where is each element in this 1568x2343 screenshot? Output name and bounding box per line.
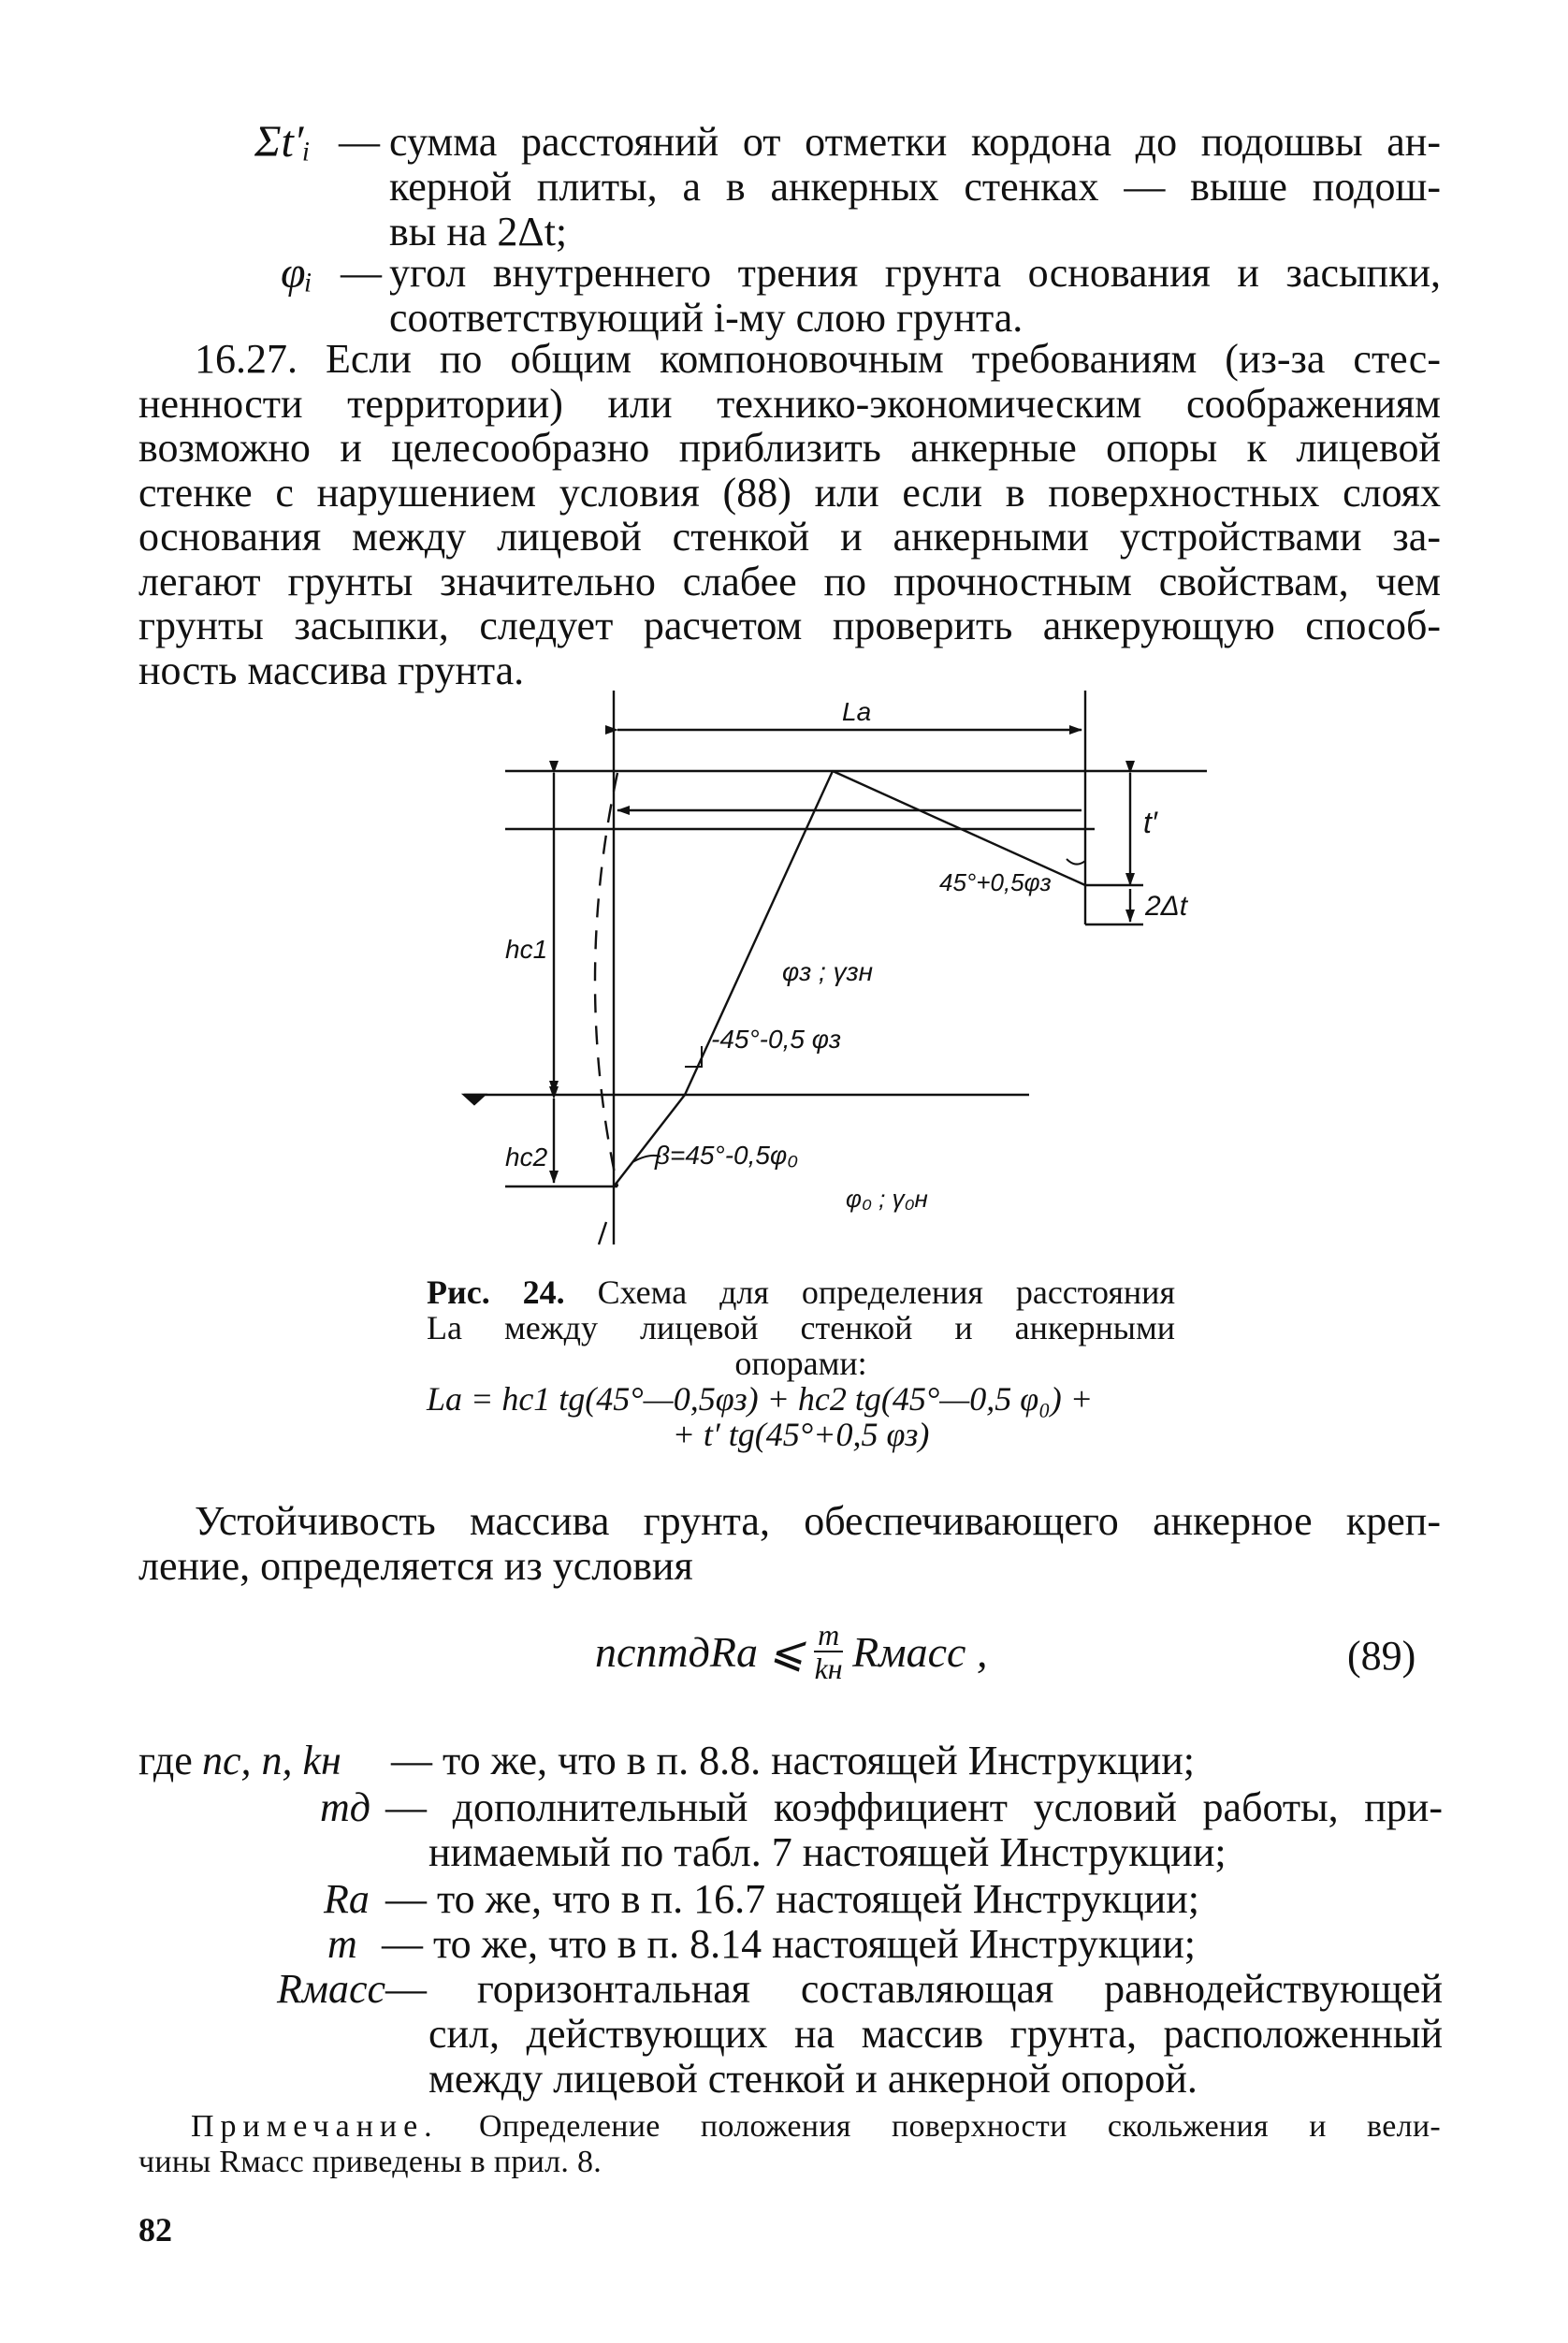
where-symbol-md: mд (320, 1784, 371, 1830)
stability-line: ление, определяется из условия (138, 1542, 693, 1589)
para-line: 16.27. Если по общим компоновочным требованиям (из-за стес- (195, 336, 1441, 382)
formula-right: Rмасс , (852, 1627, 988, 1676)
label-t-prime: t′ (1143, 806, 1157, 839)
note-line-2: чины Rмасс приведены в прил. 8. (138, 2145, 603, 2179)
where-text-ra: — то же, что в п. 16.7 настоящей Инструкции; (385, 1876, 1199, 1922)
where-symbol-nc: nc, n, kн (202, 1738, 341, 1783)
label-la: Lа (842, 697, 872, 726)
where-line: нимаемый по табл. 7 настоящей Инструкции; (428, 1829, 1227, 1875)
paragraph-stability (138, 1499, 1441, 1588)
angle-mark-top (1067, 859, 1085, 865)
para-line: грунты засыпки, следует расчетом проверить анкерующую способ- (138, 603, 1441, 648)
def-sum-dash: — (339, 119, 380, 165)
label-beta: β=45°-0,5φ₀ (655, 1141, 799, 1170)
def-sum-symbol: Σt′ᵢ (254, 117, 311, 167)
formula-fraction (814, 1619, 843, 1684)
def-phi-line: угол внутреннего трения грунта основания и засыпки, (389, 250, 1441, 296)
formula-number: (89) (1347, 1633, 1416, 1679)
where-text-m: — то же, что в п. 8.14 настоящей Инструкции; (382, 1921, 1196, 1967)
formula-denominator: kн (814, 1652, 843, 1685)
where-text-md (385, 1785, 1443, 1875)
para-line: ность массива грунта. (138, 647, 525, 693)
where-line: — дополнительный коэффициент условий работы, при- (385, 1784, 1443, 1830)
def-phi-symbol: φᵢ (281, 248, 313, 298)
caption-line-2: Lа между лицевой стенкой и анкерными (427, 1309, 1175, 1346)
para-line: стенке с нарушением условия (88) или если в поверхностных слоях (138, 469, 1441, 516)
caption-line-1 (427, 1274, 1175, 1310)
where-text-rmass (385, 1967, 1443, 2102)
stability-line: Устойчивость массива грунта, обеспечивающего анкерное креп- (195, 1498, 1441, 1544)
note (191, 2109, 1441, 2145)
label-2dt: 2Δt (1145, 891, 1188, 922)
caption-formula-2: + t′ tg(45°+0,5 φз) (672, 1416, 930, 1453)
label-hc1: hc1 (505, 935, 548, 964)
note-label: Примечание. (191, 2109, 439, 2144)
page-number: 82 (138, 2211, 172, 2248)
para-line: основания между лицевой стенкой и анкерными устройствами за- (138, 514, 1441, 560)
def-phi-line: соответствующий i-му слою грунта. (389, 295, 1024, 341)
def-sum-line: сумма расстояний от отметки кордона до подошвы ан- (389, 119, 1441, 165)
note-text: Определение положения поверхности скольжения и вели- (479, 2109, 1441, 2144)
water-level-symbol (464, 1095, 485, 1104)
def-phi-dash: — (341, 250, 382, 296)
wall-break-mark (599, 1222, 606, 1244)
caption-formula-1: Lа = hc1 tg(45°—0,5φз) + hc2 tg(45°—0,5 φ₀) + (427, 1380, 1094, 1418)
where-symbol-rmass: Rмасс (277, 1966, 386, 2012)
para-line: легают грунты значительно слабее по прочностным свойствам, чем (138, 558, 1441, 604)
where-line: сил, действующих на массив грунта, расположенный (428, 2011, 1443, 2057)
caption-text: Схема для определения расстояния (597, 1273, 1176, 1311)
where-lead: где (138, 1738, 193, 1783)
note-line-1 (191, 2109, 1441, 2145)
where-line: между лицевой стенкой и анкерной опорой. (428, 2056, 1198, 2102)
def-sum-line: вы на 2Δt; (389, 209, 568, 255)
para-line: ненности территории) или технико-экономическим соображениям (138, 380, 1441, 427)
label-angle-mid: -45°-0,5 φз (711, 1025, 841, 1054)
def-sum-line: керной плиты, а в анкерных стенках — выше подош- (389, 164, 1441, 210)
caption-figure-label: Рис. 24. (427, 1273, 565, 1311)
where-line: — горизонтальная составляющая равнодействующей (385, 1966, 1443, 2012)
formula-numerator: m (814, 1619, 843, 1652)
formula-left: ncnmдRа ⩽ (595, 1628, 806, 1676)
caption-line-3: опорами: (734, 1345, 867, 1382)
figure-caption (427, 1274, 1175, 1452)
formula-89 (595, 1619, 987, 1684)
label-angle-top: 45°+0,5φз (939, 868, 1052, 896)
label-hc2: hc2 (505, 1142, 548, 1172)
label-phi-gamma-z: φз ; γзн (782, 957, 874, 986)
where-symbol-ra: Rа (324, 1876, 370, 1922)
where-text-nc: — то же, что в п. 8.8. настоящей Инструкции; (391, 1738, 1195, 1783)
label-phi-gamma-0: φ₀ ; γ₀н (846, 1185, 928, 1213)
para-line: возможно и целесообразно приблизить анкерные опоры к лицевой (138, 425, 1441, 471)
where-symbol-m: m (327, 1921, 357, 1967)
